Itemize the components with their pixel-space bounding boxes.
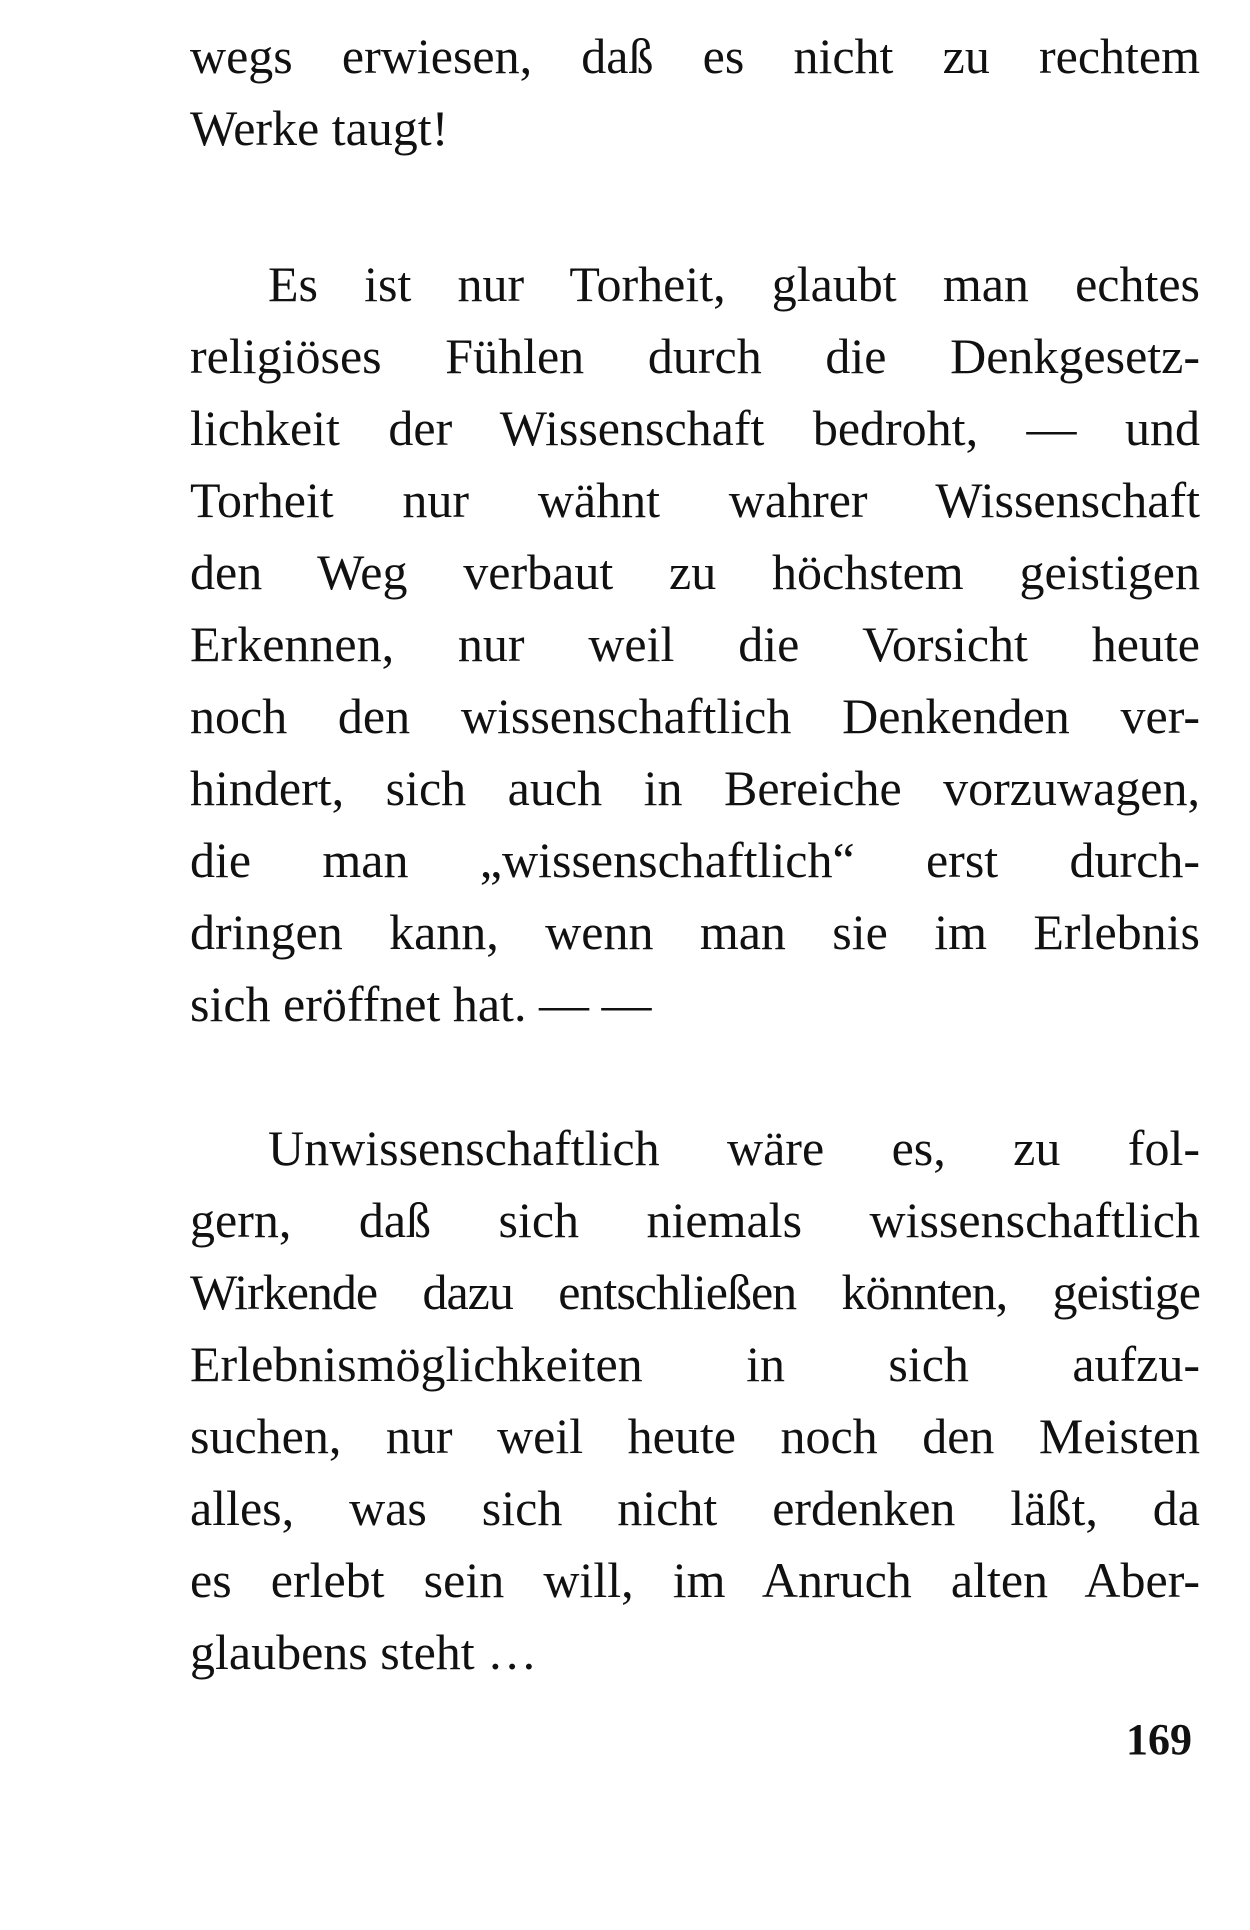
text-line: es erlebt sein will, im Anruch alten Aber- — [190, 1552, 1200, 1608]
text-line: Es ist nur Torheit, glaubt man echtes — [268, 256, 1200, 312]
text-line: den Weg verbaut zu höchstem geistigen — [190, 544, 1200, 600]
text-line: dringen kann, wenn man sie im Erlebnis — [190, 904, 1200, 960]
text-line: gern, daß sich niemals wissenschaftlich — [190, 1192, 1200, 1248]
text-line: Torheit nur wähnt wahrer Wissenschaft — [190, 472, 1200, 528]
text-line: hindert, sich auch in Bereiche vorzuwagen, — [190, 760, 1200, 816]
text-line: sich eröffnet hat. — — — [190, 976, 652, 1032]
page-number: 169 — [1126, 1715, 1192, 1764]
text-line: Erkennen, nur weil die Vorsicht heute — [190, 616, 1200, 672]
text-line: Werke taugt! — [190, 100, 449, 156]
text-line: Erlebnismöglichkeiten in sich aufzu- — [190, 1336, 1200, 1392]
text-line: Wirkende dazu entschließen könnten, geistige — [190, 1264, 1200, 1320]
text-line: religiöses Fühlen durch die Denkgesetz- — [190, 328, 1200, 384]
text-line: glaubens steht … — [190, 1624, 538, 1680]
text-line: Unwissenschaftlich wäre es, zu fol- — [268, 1120, 1200, 1176]
text-line: wegs erwiesen, daß es nicht zu rechtem — [190, 28, 1200, 84]
text-line: alles, was sich nicht erdenken läßt, da — [190, 1480, 1200, 1536]
text-line: suchen, nur weil heute noch den Meisten — [190, 1408, 1200, 1464]
text-line: noch den wissenschaftlich Denkenden ver- — [190, 688, 1200, 744]
text-line: die man „wissenschaftlich“ erst durch- — [190, 832, 1200, 888]
text-line: lichkeit der Wissenschaft bedroht, — und — [190, 400, 1200, 456]
